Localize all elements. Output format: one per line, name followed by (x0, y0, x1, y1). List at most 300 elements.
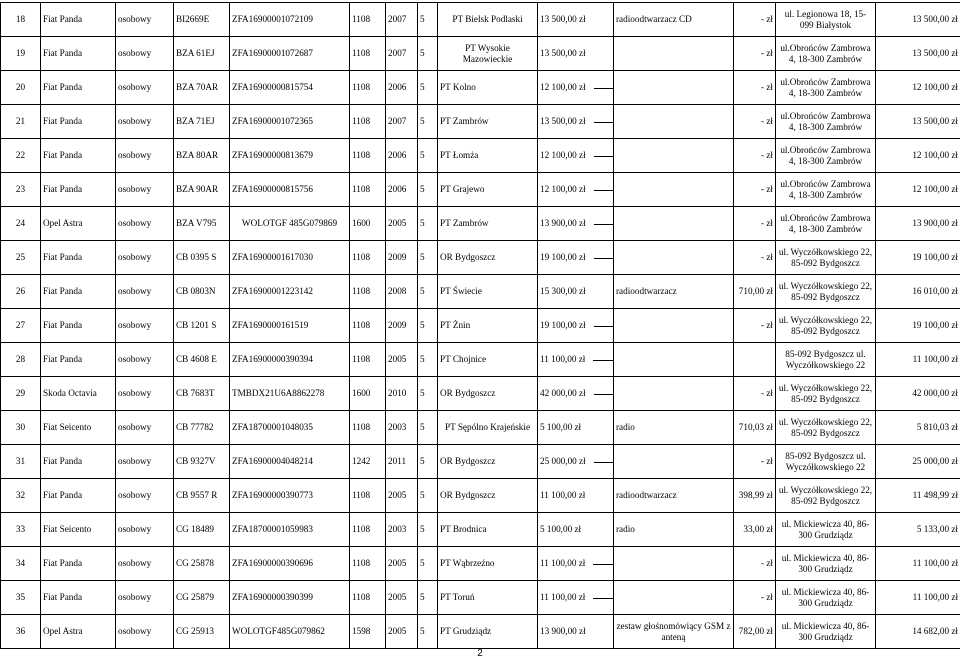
blank-line (594, 461, 614, 463)
cell-year-text: 2005 (388, 354, 407, 364)
cell-cc (350, 105, 386, 139)
cell-kind (116, 105, 174, 139)
cell-cc (350, 3, 386, 37)
cell-seats (418, 411, 438, 445)
cell-reg-text: CB 7683T (176, 388, 215, 398)
cell-sum (538, 513, 614, 547)
cell-cc-text: 1108 (352, 48, 371, 58)
cell-equipment-value (734, 37, 776, 71)
cell-equipment (614, 71, 734, 105)
cell-equipment (614, 411, 734, 445)
cell-kind-text: osobowy (118, 524, 152, 534)
cell-make-text: Fiat Panda (43, 592, 83, 602)
cell-place-text: PT Żnin (440, 320, 471, 330)
cell-kind (116, 207, 174, 241)
cell-year (386, 445, 418, 479)
cell-year-text: 2005 (388, 490, 407, 500)
cell-equipment-value-text: - zł (761, 14, 773, 24)
cell-cc-text: 1600 (352, 388, 371, 398)
cell-vin (230, 207, 350, 241)
cell-sum-text: 13 900,00 zł (540, 218, 586, 228)
cell-seats (418, 615, 438, 649)
cell-address (776, 377, 876, 411)
cell-equipment-value-text: - zł (761, 48, 773, 58)
cell-kind-text: osobowy (118, 456, 152, 466)
cell-vin-text: TMBDX21U6A8862278 (232, 388, 325, 398)
cell-equipment (614, 173, 734, 207)
cell-total (876, 343, 960, 377)
cell-reg-text: CB 9327V (176, 456, 216, 466)
cell-sum-text: 19 100,00 zł (540, 320, 586, 330)
cell-reg-text: BZA V795 (176, 218, 217, 228)
cell-address-text: ul. Wyczółkowskiego 22, 85-092 Bydgoszcz (778, 280, 873, 302)
cell-sum-text: 11 100,00 zł (540, 490, 586, 500)
cell-total (876, 615, 960, 649)
cell-seats-text: 5 (420, 388, 425, 398)
table-row (1, 139, 960, 173)
cell-place (438, 275, 538, 309)
cell-equipment-value (734, 173, 776, 207)
cell-reg (174, 3, 230, 37)
cell-sum-text: 12 100,00 zł (540, 150, 586, 160)
cell-sum (538, 207, 614, 241)
cell-sum (538, 173, 614, 207)
cell-lp-text: 18 (15, 14, 26, 24)
cell-reg (174, 615, 230, 649)
cell-sum-text: 5 100,00 zł (540, 422, 582, 432)
cell-year-text: 2005 (388, 558, 407, 568)
cell-seats (418, 173, 438, 207)
cell-make-text: Fiat Panda (43, 252, 83, 262)
cell-vin (230, 445, 350, 479)
cell-reg-text: CB 77782 (176, 422, 214, 432)
cell-cc-text: 1108 (352, 184, 371, 194)
cell-year (386, 105, 418, 139)
cell-cc (350, 547, 386, 581)
cell-equipment (614, 479, 734, 513)
cell-reg-text: BI2669E (176, 14, 210, 24)
cell-sum-text: 13 900,00 zł (540, 626, 586, 636)
cell-equipment-value (734, 139, 776, 173)
cell-lp-text: 24 (15, 218, 26, 228)
cell-equipment-value (734, 105, 776, 139)
cell-lp-text: 31 (15, 456, 26, 466)
cell-kind-text: osobowy (118, 422, 152, 432)
cell-equipment-value-text: - zł (761, 116, 773, 126)
cell-equipment-value (734, 275, 776, 309)
cell-sum (538, 479, 614, 513)
cell-reg-text: BZA 70AR (176, 82, 219, 92)
cell-equipment-value-text: - zł (761, 82, 773, 92)
cell-equipment (614, 105, 734, 139)
cell-sum-text: 12 100,00 zł (540, 82, 586, 92)
cell-make-text: Fiat Seicento (43, 524, 92, 534)
cell-kind-text: osobowy (118, 626, 152, 636)
cell-equipment (614, 513, 734, 547)
cell-address (776, 343, 876, 377)
cell-total (876, 479, 960, 513)
cell-seats-text: 5 (420, 48, 425, 58)
cell-reg (174, 207, 230, 241)
cell-seats (418, 139, 438, 173)
cell-vin-text: ZFA16900001072687 (232, 48, 313, 58)
cell-lp-text: 25 (15, 252, 26, 262)
cell-vin (230, 37, 350, 71)
cell-sum-text: 42 000,00 zł (540, 388, 586, 398)
cell-sum (538, 343, 614, 377)
cell-year (386, 71, 418, 105)
cell-cc-text: 1600 (352, 218, 371, 228)
cell-cc-text: 1108 (352, 320, 371, 330)
cell-equipment-value (734, 615, 776, 649)
cell-reg-text: BZA 80AR (176, 150, 219, 160)
cell-lp (1, 377, 41, 411)
cell-year-text: 2006 (388, 184, 407, 194)
cell-total (876, 547, 960, 581)
cell-cc (350, 343, 386, 377)
cell-seats-text: 5 (420, 422, 425, 432)
cell-total-text: 5 133,00 zł (916, 524, 958, 534)
cell-sum (538, 3, 614, 37)
cell-address (776, 547, 876, 581)
cell-make (41, 37, 116, 71)
cell-vin (230, 105, 350, 139)
cell-cc (350, 581, 386, 615)
cell-lp (1, 105, 41, 139)
cell-total (876, 445, 960, 479)
cell-equipment-value-text: 710,03 zł (738, 422, 773, 432)
cell-lp-text: 36 (15, 626, 26, 636)
cell-lp-text: 22 (15, 150, 26, 160)
cell-make-text: Fiat Panda (43, 456, 83, 466)
cell-total (876, 275, 960, 309)
cell-total (876, 581, 960, 615)
cell-sum-text: 15 300,00 zł (540, 286, 586, 296)
cell-lp-text: 19 (15, 48, 26, 58)
blank-line (593, 563, 613, 565)
cell-address (776, 71, 876, 105)
cell-address-text: ul.Obrońców Zambrowa 4, 18-300 Zambrów (780, 42, 871, 64)
cell-equipment-value-text: 33,00 zł (743, 524, 773, 534)
cell-vin (230, 343, 350, 377)
cell-seats (418, 105, 438, 139)
cell-place (438, 615, 538, 649)
cell-vin-text: ZFA16900001072365 (232, 116, 313, 126)
table-row (1, 615, 960, 649)
cell-cc-text: 1108 (352, 150, 371, 160)
table-row (1, 105, 960, 139)
cell-seats-text: 5 (420, 354, 425, 364)
cell-make (41, 207, 116, 241)
cell-place-text: OR Bydgoszcz (440, 490, 496, 500)
cell-total (876, 71, 960, 105)
table-row (1, 71, 960, 105)
cell-equipment (614, 309, 734, 343)
cell-year-text: 2005 (388, 592, 407, 602)
cell-place (438, 3, 538, 37)
cell-lp (1, 309, 41, 343)
cell-year-text: 2009 (388, 252, 407, 262)
cell-make-text: Fiat Panda (43, 490, 83, 500)
cell-make (41, 275, 116, 309)
cell-make-text: Fiat Panda (43, 48, 83, 58)
cell-year (386, 241, 418, 275)
cell-reg (174, 105, 230, 139)
table-row (1, 343, 960, 377)
cell-year (386, 411, 418, 445)
cell-cc (350, 241, 386, 275)
cell-place-text: PT Brodnica (440, 524, 487, 534)
cell-vin (230, 513, 350, 547)
cell-place-text: PT Łomża (440, 150, 479, 160)
cell-equipment-value (734, 479, 776, 513)
cell-cc (350, 71, 386, 105)
cell-total-text: 5 810,03 zł (916, 422, 958, 432)
cell-make (41, 309, 116, 343)
cell-place-text: PT Toruń (440, 592, 475, 602)
cell-make (41, 173, 116, 207)
cell-year-text: 2010 (388, 388, 407, 398)
cell-year (386, 309, 418, 343)
cell-address-text: ul.Obrońców Zambrowa 4, 18-300 Zambrów (780, 212, 871, 234)
cell-reg-text: BZA 61EJ (176, 48, 215, 58)
cell-vin-text: ZFA16900000815754 (232, 82, 313, 92)
cell-year-text: 2006 (388, 82, 407, 92)
cell-seats-text: 5 (420, 116, 425, 126)
vehicle-table (0, 2, 960, 649)
cell-place (438, 547, 538, 581)
cell-sum-text: 25 000,00 zł (540, 456, 586, 466)
cell-vin (230, 309, 350, 343)
cell-total (876, 173, 960, 207)
cell-reg-text: CB 0395 S (176, 252, 217, 262)
cell-cc (350, 207, 386, 241)
cell-cc-text: 1242 (352, 456, 371, 466)
cell-place-text: PT Świecie (440, 286, 482, 296)
cell-make-text: Fiat Panda (43, 82, 83, 92)
cell-seats-text: 5 (420, 286, 425, 296)
cell-make-text: Fiat Panda (43, 116, 83, 126)
cell-make-text: Fiat Panda (43, 558, 83, 568)
cell-vin-text: ZFA16900004048214 (232, 456, 313, 466)
cell-place (438, 139, 538, 173)
cell-reg (174, 275, 230, 309)
cell-reg-text: CB 9557 R (176, 490, 218, 500)
cell-make (41, 411, 116, 445)
cell-address-text: ul.Obrońców Zambrowa 4, 18-300 Zambrów (780, 144, 871, 166)
cell-kind-text: osobowy (118, 116, 152, 126)
cell-vin (230, 139, 350, 173)
cell-seats-text: 5 (420, 558, 425, 568)
cell-address-text: ul. Wyczółkowskiego 22, 85-092 Bydgoszcz (778, 484, 873, 506)
cell-equipment (614, 37, 734, 71)
cell-address-text: 85-092 Bydgoszcz ul. Wyczółkowskiego 22 (785, 348, 866, 370)
cell-lp-text: 33 (15, 524, 26, 534)
cell-equipment (614, 3, 734, 37)
cell-equipment-text: radioodtwarzacz CD (616, 14, 692, 24)
cell-sum-text: 19 100,00 zł (540, 252, 586, 262)
cell-year (386, 615, 418, 649)
cell-equipment (614, 139, 734, 173)
cell-lp (1, 513, 41, 547)
cell-address (776, 309, 876, 343)
cell-place (438, 343, 538, 377)
cell-equipment-value-text: - zł (761, 252, 773, 262)
cell-kind (116, 3, 174, 37)
cell-total-text: 13 500,00 zł (912, 116, 958, 126)
cell-year (386, 377, 418, 411)
cell-address (776, 615, 876, 649)
cell-sum (538, 547, 614, 581)
cell-lp-text: 34 (15, 558, 26, 568)
table-row (1, 207, 960, 241)
cell-total (876, 3, 960, 37)
cell-sum (538, 377, 614, 411)
cell-sum-text: 12 100,00 zł (540, 184, 586, 194)
cell-vin-text: ZFA16900000390696 (232, 558, 313, 568)
cell-kind-text: osobowy (118, 150, 152, 160)
cell-address (776, 207, 876, 241)
cell-address-text: ul.Obrońców Zambrowa 4, 18-300 Zambrów (780, 110, 871, 132)
cell-kind (116, 309, 174, 343)
cell-total (876, 37, 960, 71)
cell-seats (418, 71, 438, 105)
cell-place-text: PT Zambrów (440, 218, 489, 228)
cell-year-text: 2003 (388, 422, 407, 432)
cell-address (776, 105, 876, 139)
cell-sum (538, 71, 614, 105)
cell-equipment-value-text: - zł (761, 184, 773, 194)
cell-lp-text: 20 (15, 82, 26, 92)
cell-cc (350, 37, 386, 71)
cell-year (386, 3, 418, 37)
cell-cc-text: 1108 (352, 592, 371, 602)
cell-kind (116, 547, 174, 581)
cell-sum-text: 13 500,00 zł (540, 14, 586, 24)
cell-year-text: 2008 (388, 286, 407, 296)
cell-reg (174, 445, 230, 479)
cell-vin (230, 411, 350, 445)
cell-year (386, 479, 418, 513)
cell-year-text: 2007 (388, 14, 407, 24)
cell-kind-text: osobowy (118, 354, 152, 364)
cell-place (438, 105, 538, 139)
cell-place (438, 309, 538, 343)
cell-reg (174, 513, 230, 547)
cell-address (776, 581, 876, 615)
cell-lp (1, 173, 41, 207)
cell-year-text: 2006 (388, 150, 407, 160)
cell-cc-text: 1108 (352, 490, 371, 500)
cell-vin (230, 71, 350, 105)
cell-equipment (614, 343, 734, 377)
cell-place (438, 445, 538, 479)
blank-line (593, 597, 613, 599)
cell-lp-text: 29 (15, 388, 26, 398)
cell-equipment-value-text: - zł (761, 218, 773, 228)
cell-kind (116, 343, 174, 377)
cell-total-text: 14 682,00 zł (912, 626, 958, 636)
cell-address-text: ul. Mickiewicza 40, 86-300 Grudziądz (781, 620, 870, 642)
cell-sum (538, 37, 614, 71)
cell-reg-text: BZA 71EJ (176, 116, 215, 126)
table-row (1, 3, 960, 37)
cell-seats (418, 207, 438, 241)
cell-kind-text: osobowy (118, 184, 152, 194)
cell-reg (174, 377, 230, 411)
cell-make-text: Opel Astra (43, 218, 83, 228)
cell-sum (538, 105, 614, 139)
cell-equipment-value (734, 241, 776, 275)
cell-total-text: 11 100,00 zł (912, 592, 958, 602)
cell-year (386, 37, 418, 71)
cell-address-text: ul. Legionowa 18, 15-099 Białystok (784, 8, 867, 30)
cell-reg-text: BZA 90AR (176, 184, 219, 194)
cell-vin-text: ZFA16900000390394 (232, 354, 313, 364)
cell-kind-text: osobowy (118, 82, 152, 92)
cell-year-text: 2005 (388, 626, 407, 636)
cell-reg (174, 173, 230, 207)
cell-equipment-text: radioodtwarzacz (616, 490, 677, 500)
cell-equipment-value (734, 445, 776, 479)
cell-make-text: Fiat Panda (43, 14, 83, 24)
cell-cc-text: 1108 (352, 422, 371, 432)
cell-make (41, 479, 116, 513)
cell-place (438, 377, 538, 411)
cell-cc (350, 309, 386, 343)
cell-kind-text: osobowy (118, 14, 152, 24)
cell-kind-text: osobowy (118, 48, 152, 58)
cell-vin-text: ZFA1690000161519 (232, 320, 309, 330)
cell-sum-text: 13 500,00 zł (540, 48, 586, 58)
cell-seats (418, 513, 438, 547)
cell-lp (1, 343, 41, 377)
cell-seats-text: 5 (420, 218, 425, 228)
cell-equipment-value-text: 782,00 zł (738, 626, 773, 636)
cell-total-text: 11 100,00 zł (912, 558, 958, 568)
cell-seats (418, 445, 438, 479)
cell-kind-text: osobowy (118, 592, 152, 602)
cell-lp (1, 207, 41, 241)
cell-lp (1, 241, 41, 275)
cell-seats-text: 5 (420, 82, 425, 92)
cell-address-text: 85-092 Bydgoszcz ul. Wyczółkowskiego 22 (785, 450, 866, 472)
blank-line (594, 155, 614, 157)
cell-make (41, 343, 116, 377)
cell-kind-text: osobowy (118, 388, 152, 398)
cell-address (776, 173, 876, 207)
cell-seats-text: 5 (420, 490, 425, 500)
cell-cc (350, 513, 386, 547)
cell-reg-text: CG 25878 (176, 558, 215, 568)
blank-line (594, 325, 614, 327)
cell-reg (174, 37, 230, 71)
cell-reg-text: CB 4608 E (176, 354, 217, 364)
cell-equipment-value-text: - zł (761, 456, 773, 466)
cell-cc-text: 1598 (352, 626, 371, 636)
cell-seats-text: 5 (420, 14, 425, 24)
cell-total-text: 11 498,99 zł (912, 490, 958, 500)
cell-lp-text: 28 (15, 354, 26, 364)
cell-place-text: PT Wysokie Mazowieckie (462, 42, 513, 64)
cell-place-text: OR Bydgoszcz (440, 456, 496, 466)
cell-equipment-text: radioodtwarzacz (616, 286, 677, 296)
table-row (1, 581, 960, 615)
cell-year (386, 139, 418, 173)
cell-make (41, 445, 116, 479)
cell-year-text: 2007 (388, 48, 407, 58)
cell-reg-text: CG 18489 (176, 524, 215, 534)
